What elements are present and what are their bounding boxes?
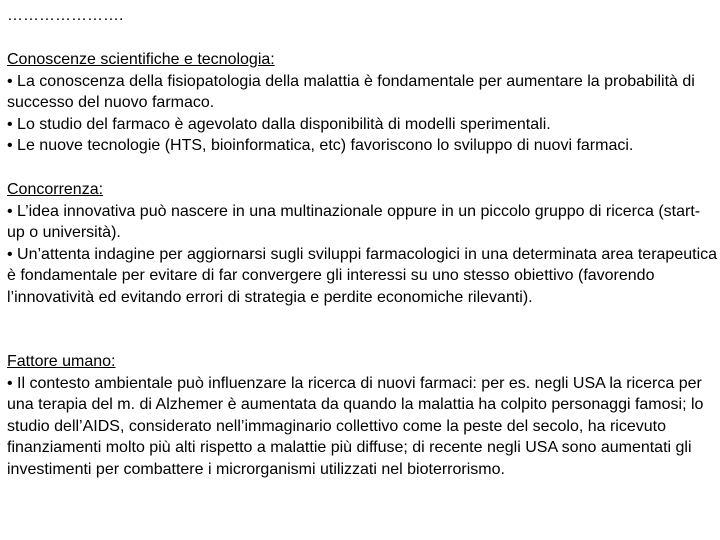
section-human-factor	[7, 351, 717, 481]
section-heading: Fattore umano:	[7, 353, 116, 370]
list-item: • Un’attenta indagine per aggiornarsi sugli sviluppi farmacologici in una determinata area terapeutica è fondamentale per evitare di far convergere gli interessi su uno stesso obiettivo (favorendo l’innovatività ed evitando errori di strategia e perdite economiche rilevanti).	[7, 245, 718, 306]
section-heading: Concorrenza:	[7, 181, 104, 198]
section-heading: Conoscenze scientifiche e tecnologia:	[7, 51, 275, 68]
section-competition	[7, 179, 717, 309]
list-item: • La conoscenza della fisiopatologia della malattia è fondamentale per aumentare la probabilità di successo del nuovo farmaco.	[7, 72, 695, 112]
list-item: • Il contesto ambientale può influenzare la ricerca di nuovi farmaci: per es. negli USA la ricerca per una terapia del m. di Alzhemer è aumentata da quando la malattia ha colpito personaggi famosi; lo studio dell’AIDS, considerato nell’immaginario collettivo come la peste del secolo, ha ricevuto finanziamenti molto più alti rispetto a malattie più diffuse; di recente negli USA sono aumentati gli investimenti per combattere i microrganismi utilizzati nel bioterrorismo.	[7, 374, 704, 478]
leader-dots: ………………….	[7, 7, 124, 24]
list-item: • Lo studio del farmaco è agevolato dalla disponibilità di modelli sperimentali.	[7, 115, 551, 133]
list-item: • L’idea innovativa può nascere in una multinazionale oppure in un piccolo gruppo di ricerca (start-up o università).	[7, 202, 701, 242]
section-scientific-knowledge	[7, 49, 717, 157]
list-item: • Le nuove tecnologie (HTS, bioinformatica, etc) favoriscono lo sviluppo di nuovi farmaci.	[7, 137, 634, 155]
